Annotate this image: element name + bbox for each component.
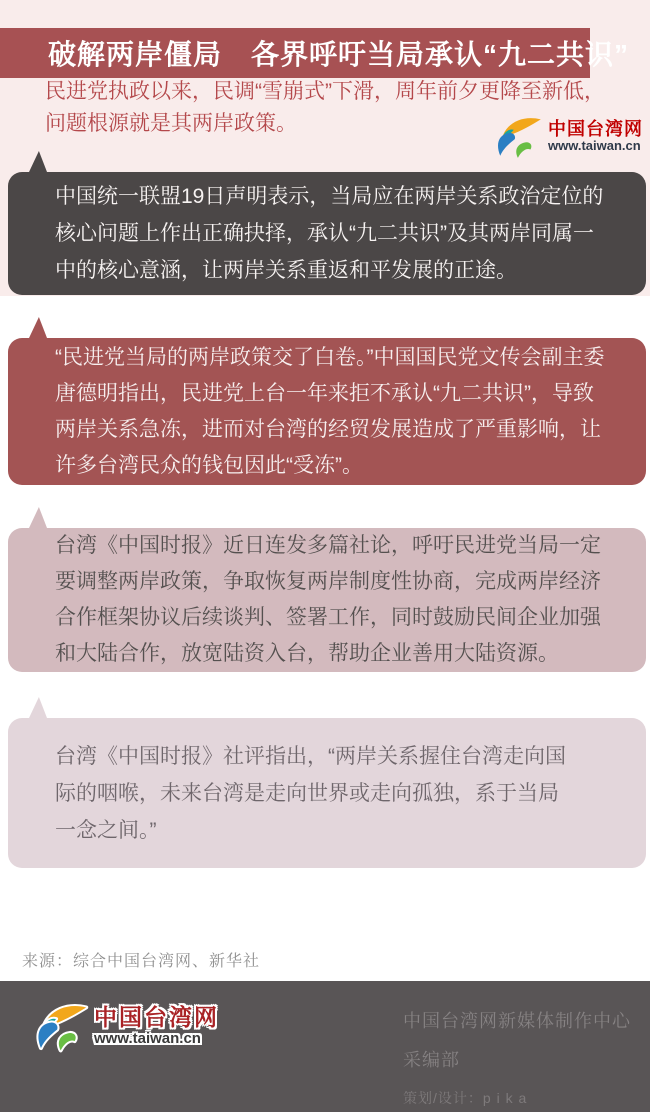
card-3-pointer (29, 507, 47, 528)
source-attribution: 来源：综合中国台湾网、新华社 (22, 953, 261, 970)
page-title: 破解两岸僵局 各界呼吁当局承认“九二共识” (48, 39, 630, 70)
footer-bar (0, 981, 650, 1112)
site-logo-text (548, 119, 643, 153)
footer-credits (403, 1007, 631, 1108)
footer-logo (34, 995, 219, 1057)
taiwan-net-swoosh-icon (494, 108, 546, 164)
footer-department-line2: 采编部 (403, 1050, 460, 1070)
quote-card-text: 台湾《中国时报》近日连发多篇社论，呼吁民进党当局一定要调整两岸政策，争取恢复两岸制度性协商，完成两岸经济合作框架协议后续谈判、签署工作，同时鼓励民间企业加强和大陆合作，放宽陆资入台，帮助企业善用大陆资源。 (55, 534, 601, 665)
quote-card-china-times-commentary (8, 718, 646, 868)
quote-card-text: 中国统一联盟19日声明表示，当局应在两岸关系政治定位的核心问题上作出正确抉择，承认“九二共识”及其两岸同属一中的核心意涵，让两岸关系重返和平发展的正途。 (55, 185, 604, 282)
site-logo (494, 108, 643, 164)
card-2-pointer (29, 317, 47, 338)
quote-card-unification-alliance (8, 172, 646, 295)
intro-paragraph: 民进党执政以来，民调“雪崩式”下滑，周年前夕更降至新低，问题根源就是其两岸政策。 (45, 80, 605, 135)
footer-design-credit: 策划/设计：p i k a (403, 1090, 528, 1106)
quote-card-text: “民进党当局的两岸政策交了白卷。”中国国民党文传会副主委唐德明指出，民进党上台一年来拒不承认“九二共识”，导致两岸关系急冻，进而对台湾的经贸发展造成了严重影响，让许多台湾民众的钱包因此“受冻”。 (55, 345, 605, 477)
footer-logo-name: 中国台湾网 (94, 1004, 219, 1030)
quote-card-kmt-spokesman (8, 338, 646, 485)
header-bar (0, 28, 630, 78)
footer-department-line1: 中国台湾网新媒体制作中心 (403, 1011, 631, 1031)
site-logo-url: www.taiwan.cn (548, 138, 641, 153)
card-4-pointer (29, 697, 47, 718)
taiwan-net-swoosh-icon (34, 995, 92, 1057)
quote-card-text: 台湾《中国时报》社评指出，“两岸关系握住台湾走向国际的咽喉，未来台湾是走向世界或走向孤独，系于当局一念之间。” (55, 744, 566, 842)
footer-logo-text (94, 1005, 219, 1047)
site-logo-name: 中国台湾网 (548, 119, 643, 139)
footer-logo-url: www.taiwan.cn (94, 1030, 201, 1047)
quote-card-china-times-editorials (8, 528, 646, 672)
